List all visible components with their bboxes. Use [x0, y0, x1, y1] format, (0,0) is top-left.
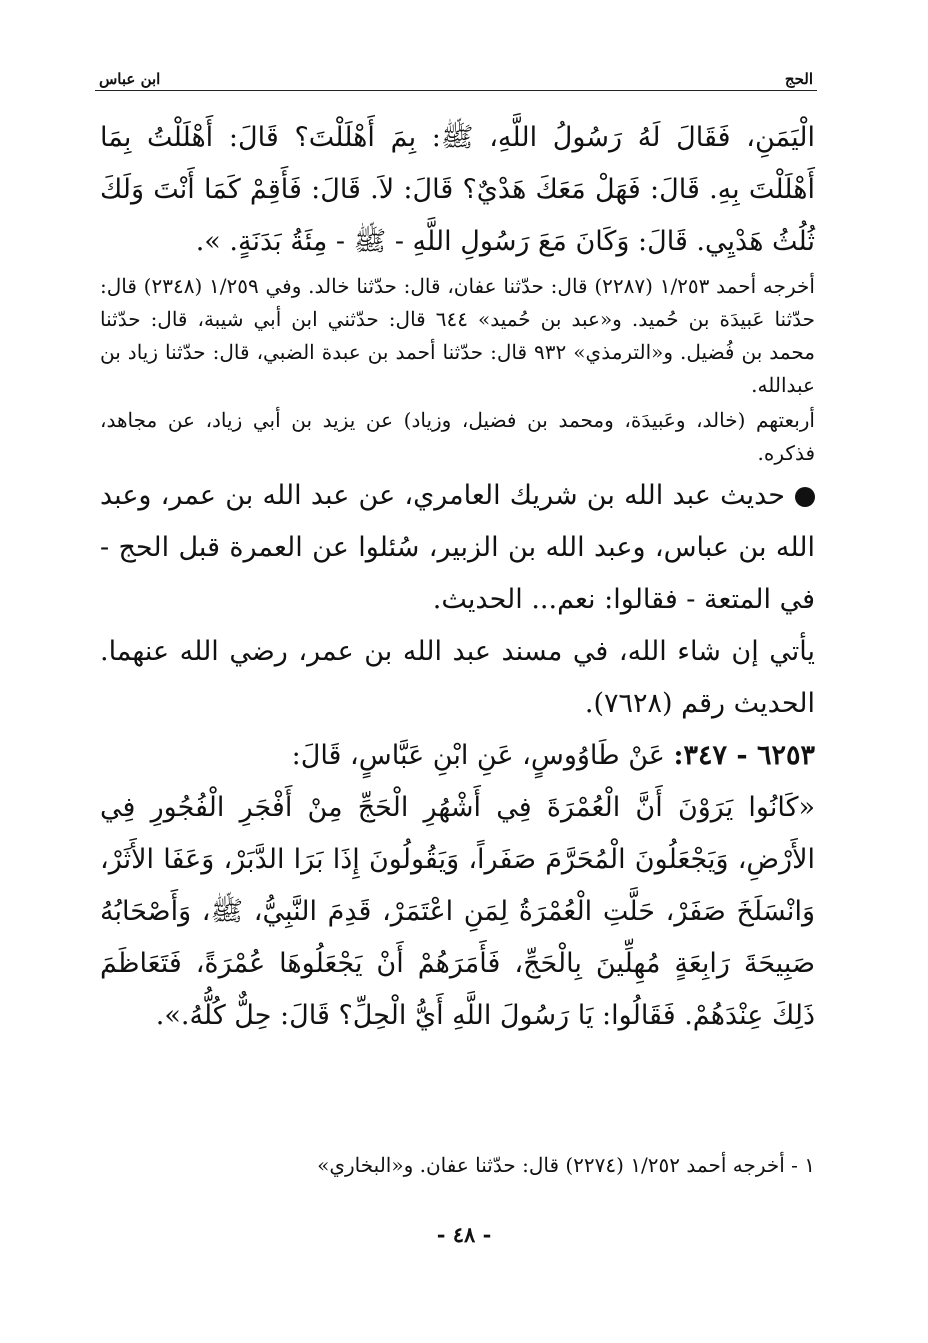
hadith-number: ٦٢٥٣ - ٣٤٧:	[673, 740, 815, 771]
header-rule	[95, 90, 817, 91]
takhrij-note: أخرجه أحمد ١/٢٥٣ (٢٢٨٧) قال: حدّثنا عفان، قال: حدّثنا خالد. وفي ١/٢٥٩ (٢٣٤٨) قال: حدّثنا عَبيدَة بن حُميد. و«عبد بن حُميد» ٦٤٤ قال: حدّثني ابن أبي شيبة، قال: حدّثنا محمد بن فُضيل. و«الترمذي» ٩٣٢ قال: حدّثنا أحمد بن عبدة الضبي، قال: حدّثنا زياد بن عبدالله.	[100, 274, 816, 397]
footnote: ١ - أخرجه أحمد ١/٢٥٢ (٢٢٧٤) قال: حدّثنا عفان. و«البخاري»	[317, 1153, 815, 1177]
cross-reference-text: حديث عبد الله بن شريك العامري، عن عبد الله بن عمر، وعبد الله بن عباس، وعبد الله بن الزبير، سُئلوا عن العمرة قبل الحج - في المتعة - فقالوا: نعم... الحديث.	[100, 480, 815, 615]
page-number: - ٤٨ -	[436, 1222, 492, 1247]
bullet-dot-icon	[795, 487, 815, 507]
cross-reference-paragraph	[100, 470, 815, 626]
header-section-title: ابن عباس	[95, 70, 164, 88]
takhrij-note-summary: أربعتهم (خالد، وعَبيدَة، ومحمد بن فضيل، وزياد) عن يزيد بن أبي زياد، عن مجاهد، فذكره.	[100, 408, 815, 465]
header-book-title: الحج	[781, 70, 817, 88]
cross-reference-note: يأتي إن شاء الله، في مسند عبد الله بن عمر، رضي الله عنهما. الحديث رقم (٧٦٢٨).	[100, 636, 815, 719]
running-header	[95, 70, 817, 104]
hadith-continuation: الْيَمَنِ، فَقَالَ لَهُ رَسُولُ اللَّهِ، ﷺ: بِمَ أَهْلَلْتَ؟ قَالَ: أَهْلَلْتُ بِمَا أَهْلَلْتَ بِهِ. قَالَ: فَهَلْ مَعَكَ هَدْيٌ؟ قَالَ: لاَ. قَالَ: فَأَقِمْ كَمَا أَنْتَ وَلَكَ ثُلُثُ هَدْيِي. قَالَ: وَكَانَ مَعَ رَسُولِ اللَّهِ - ﷺ - مِئَةُ بَدَنَةٍ. ».	[100, 122, 815, 257]
hadith-chain-text: عَنْ طَاوُوسٍ، عَنِ ابْنِ عَبَّاسٍ، قَالَ:	[291, 740, 665, 771]
hadith-text: «كَانُوا يَرَوْنَ أَنَّ الْعُمْرَةَ فِي أَشْهُرِ الْحَجِّ مِنْ أَفْجَرِ الْفُجُورِ فِي الأَرْضِ، وَيَجْعَلُونَ الْمُحَرَّمَ صَفَراً، وَيَقُولُونَ إِذَا بَرَا الدَّبَرْ، وَعَفَا الأَثَرْ، وَانْسَلَخَ صَفَرْ، حَلَّتِ الْعُمْرَةُ لِمَنِ اعْتَمَرْ، قَدِمَ النَّبِيُّ، ﷺ، وَأَصْحَابُهُ صَبِيحَةَ رَابِعَةٍ مُهِلِّينَ بِالْحَجِّ، فَأَمَرَهُمْ أَنْ يَجْعَلُوهَا عُمْرَةً، فَتَعَاظَمَ ذَلِكَ عِنْدَهُمْ. فَقَالُوا: يَا رَسُولَ اللَّهِ أَيُّ الْحِلِّ؟ قَالَ: حِلٌّ كُلُّهُ.».	[100, 792, 815, 1031]
page-body	[100, 112, 815, 1042]
hadith-chain	[100, 730, 815, 782]
